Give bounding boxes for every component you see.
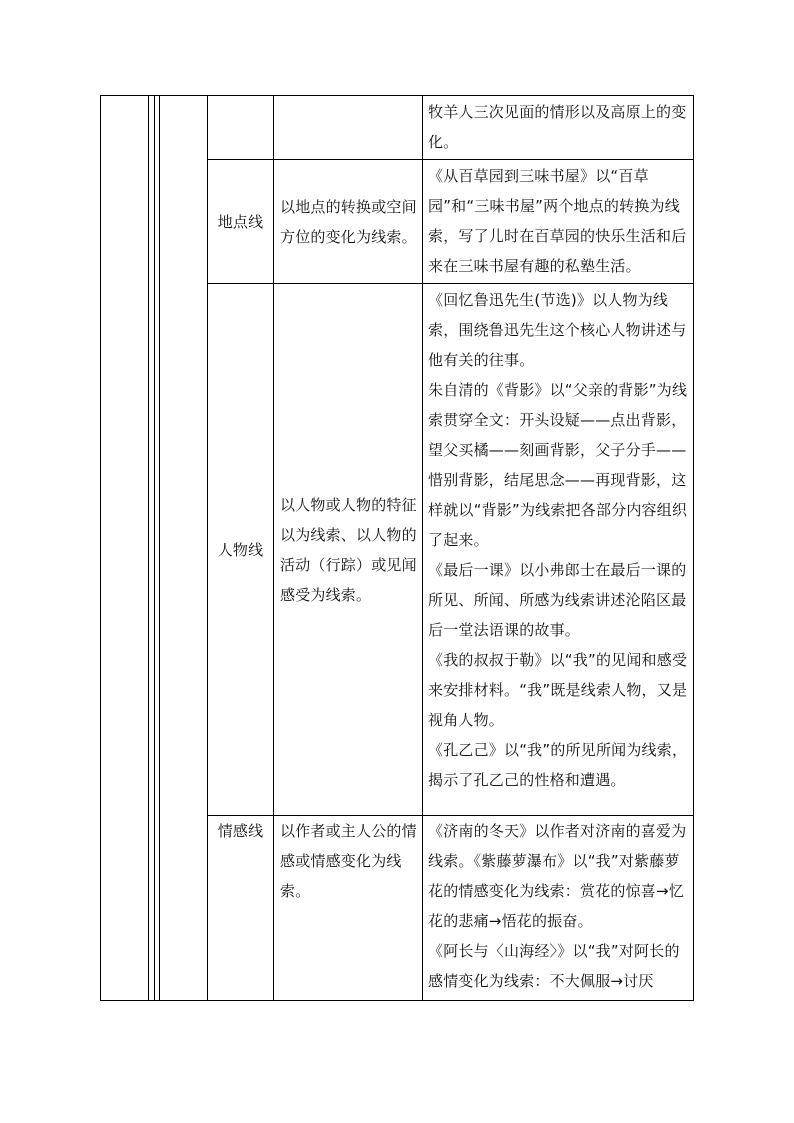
example-text: 《我的叔叔于勒》以“我”的见闻和感受来安排材料。“我”既是线索人物，又是视角人物。 bbox=[428, 651, 688, 729]
clue-examples-character bbox=[428, 285, 690, 814]
example-text: 牧羊人三次见面的情形以及高原上的变化。 bbox=[428, 103, 687, 151]
clue-examples-place bbox=[428, 161, 690, 282]
column-divider-1 bbox=[148, 95, 149, 1001]
clue-type-emotion bbox=[208, 816, 273, 1001]
clue-type-character bbox=[208, 284, 273, 815]
description-text: 以地点的转换或空间方位的变化为线索。 bbox=[280, 197, 417, 246]
example-text: 《最后一课》以小弗郎士在最后一课的所见、所闻、所感为线索讲述沦陷区最后一堂法语课的故事。 bbox=[428, 561, 687, 639]
clue-type-place bbox=[208, 160, 273, 283]
example-text: 朱自清的《背影》以“父亲的背影”为线索贯穿全文：开头设疑——点出背影，望父买橘——刻画背影，父子分手——惜别背影，结尾思念——再现背影，这样就以“背影”为线索把各部分内容组织了起来。 bbox=[428, 381, 688, 549]
clue-type-label: 人物线 bbox=[217, 540, 264, 559]
clue-description-character bbox=[280, 284, 418, 815]
example-text: 《回忆鲁迅先生(节选)》以人物为线索，围绕鲁迅先生这个核心人物讲述与他有关的往事。 bbox=[428, 291, 687, 369]
example-text: 《济南的冬天》以作者对济南的喜爱为线索。《紫藤萝瀑布》以“我”对紫藤萝花的情感变化为线索：赏花的惊喜→忆花的悲痛→悟花的振奋。 bbox=[428, 822, 687, 930]
description-text: 以作者或主人公的情感或情感变化为线索。 bbox=[280, 822, 417, 900]
description-text: 以人物或人物的特征以为线索、以人物的活动（行踪）或见闻感受为线索。 bbox=[280, 495, 417, 604]
clue-examples-emotion bbox=[428, 816, 690, 1000]
column-divider-3 bbox=[159, 95, 160, 1001]
clue-description-emotion bbox=[280, 816, 418, 1001]
table-row-continuation bbox=[428, 97, 690, 157]
clue-description-place bbox=[280, 160, 418, 283]
clue-type-label: 地点线 bbox=[217, 212, 264, 231]
column-divider-examples bbox=[422, 95, 423, 1001]
example-text: 《孔乙己》以“我”的所见所闻为线索，揭示了孔乙己的性格和遭遇。 bbox=[428, 741, 688, 789]
column-divider-description bbox=[273, 95, 274, 1001]
example-text: 《阿长与〈山海经〉》以“我”对阿长的感情变化为线索：不大佩服→讨厌 bbox=[428, 942, 680, 990]
clue-type-label: 情感线 bbox=[217, 822, 264, 840]
column-divider-2 bbox=[154, 95, 155, 1001]
example-text: 《从百草园到三味书屋》以“百草园”和“三味书屋”两个地点的转换为线索，写了儿时在百草园的快乐生活和后来在三味书屋有趣的私塾生活。 bbox=[428, 167, 687, 275]
